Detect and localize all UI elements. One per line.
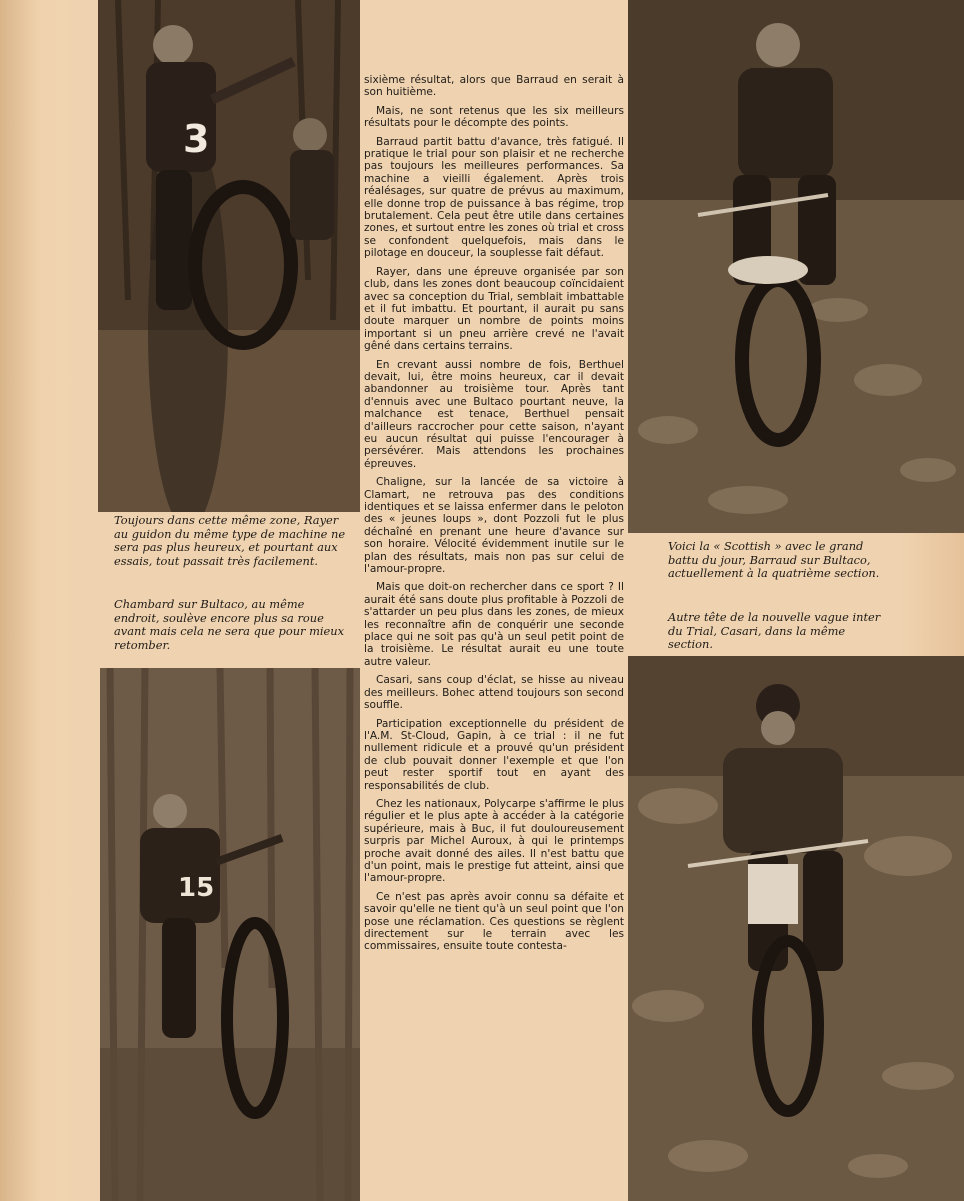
article-paragraph: Casari, sans coup d'éclat, se hisse au niveau des meilleurs. Bohec attend toujours son second souffle. bbox=[364, 674, 624, 712]
photo-rider-chambard bbox=[100, 668, 360, 1201]
article-paragraph: Mais, ne sont retenus que les six meilleurs résultats pour le décompte des points. bbox=[364, 104, 624, 130]
caption-casari: Autre tête de la nouvelle vague inter du Trial, Casari, dans la même section. bbox=[668, 610, 881, 651]
caption-barraud: Voici la « Scottish » avec le grand battu du jour, Barraud sur Bultaco, actuellement à la quatrième section. bbox=[668, 539, 880, 580]
photo-rider-barraud bbox=[628, 0, 964, 533]
article-paragraph: Mais que doit-on rechercher dans ce sport ? Il aurait été sans doute plus profitable à Pozzoli de s'attarder un peu plus dans les zones, de mieux les reconnaître afin de conquérir une seconde place qui ne soit pas qu'à un seul petit point de la troisième. Le résultat aurait eu une toute autre valeur. bbox=[364, 581, 624, 668]
article-paragraph: Barraud partit battu d'avance, très fatigué. Il pratique le trial pour son plaisir et ne recherche pas toujours les meilleures performances. Sa machine a vieilli également. Après trois réalésages, sur quatre de prévus au maximum, elle donne trop de puissance à bas régime, trop brutalement. Cela peut être utile dans certaines zones, et surtout entre les zones où trial et cross se confondent quelquefois, mais dans le pilotage en douceur, la souplesse fait défaut. bbox=[364, 135, 624, 260]
rider-number-3: 3 bbox=[183, 117, 210, 161]
article-paragraph: Chaligne, sur la lancée de sa victoire à Clamart, ne retrouva pas des conditions identiques et se laissa enfermer dans le peloton des « jeunes loups », dont Pozzoli fut le plus déchaîné en prenant une heure d'avance sur son horaire. Vélocité évidemment inutile sur le plan des résultats, mais non pas sur celui de l'amour-propre. bbox=[364, 476, 624, 576]
article-paragraph: Participation exceptionnelle du président de l'A.M. St-Cloud, Gapin, à ce trial : il ne fut nullement ridicule et a prouvé qu'un président de club pouvait donner l'exemple et que l'on peut rester sportif tout en ayant des responsabilités de club. bbox=[364, 717, 624, 792]
caption-chambard: Chambard sur Bultaco, au même endroit, soulève encore plus sa roue avant mais cela ne sera que pour mieux retomber. bbox=[114, 597, 345, 652]
article-paragraph: sixième résultat, alors que Barraud en serait à son huitième. bbox=[364, 74, 624, 99]
article-paragraph: Ce n'est pas après avoir connu sa défaite et savoir qu'elle ne tient qu'à un seul point que l'on pose une réclamation. Ces questions se règlent directement sur le terrain avec les commissaires, ensuite toute contesta- bbox=[364, 890, 624, 953]
article-paragraph: En crevant aussi nombre de fois, Berthuel devait, lui, être moins heureux, car il devait abandonner au troisième tour. Après tant d'ennuis avec une Bultaco pourtant neuve, la malchance est tenace, Berthuel pensait d'ailleurs raccrocher pour cette saison, n'ayant eu aucun résultat qui puisse l'encourager à persévérer. Mais attendons les prochaines épreuves. bbox=[364, 358, 624, 470]
photo-rider-rayer bbox=[98, 0, 360, 512]
rider-number-15: 15 bbox=[178, 873, 215, 903]
photo-rider-casari bbox=[628, 656, 964, 1201]
caption-rayer: Toujours dans cette même zone, Rayer au guidon du même type de machine ne sera pas plus heureux, et pourtant aux essais, tout passait très facilement. bbox=[114, 513, 346, 568]
article-column bbox=[364, 74, 624, 1201]
article-paragraph: Rayer, dans une épreuve organisée par son club, dans les zones dont beaucoup coïncidaient avec sa conception du Trial, semblait imbattable et il fut imbattu. Et pourtant, il aurait pu sans doute marquer un nombre de points moins important si un pneu arrière crevé ne l'avait gêné dans certains terrains. bbox=[364, 265, 624, 353]
article-paragraph: Chez les nationaux, Polycarpe s'affirme le plus régulier et le plus apte à accéder à la catégorie supérieure, mais à Buc, il fut douloureusement surpris par Michel Auroux, à qui le printemps proche avait donné des ailes. Il n'est battu que d'un point, mais le prestige fut atteint, ainsi que l'amour-propre. bbox=[364, 797, 624, 885]
